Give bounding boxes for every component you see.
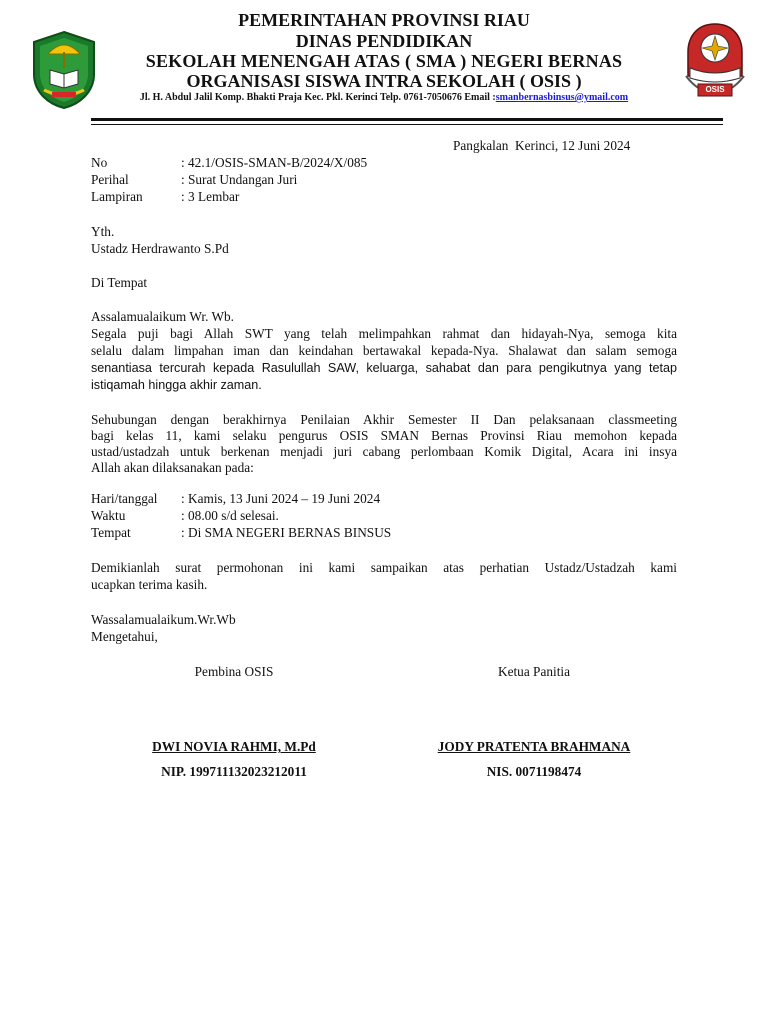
meta-subject [91, 172, 297, 188]
meta-subject-label: Perihal [91, 172, 129, 187]
opening-greeting: Assalamualaikum Wr. Wb. [91, 309, 234, 324]
letterhead-school: SEKOLAH MENENGAH ATAS ( SMA ) NEGERI BERNAS [145, 51, 623, 71]
letterhead-government: PEMERINTAHAN PROVINSI RIAU [238, 10, 530, 30]
paragraph-line: senantiasa tercurah kepada Rasulullah SAW, keluarga, sahabat dan para pengikutnya yang tetap [91, 361, 677, 375]
recipient-place: Di Tempat [91, 275, 148, 290]
paragraph-line: ucapkan terima kasih. [91, 576, 208, 592]
place-date: Pangkalan Kerinci, 12 Juni 2024 [453, 138, 631, 153]
email-link[interactable]: smanbernasbinsus@ymail.com [495, 92, 629, 103]
recipient-name: Ustadz Herdrawanto S.Pd [91, 241, 229, 256]
signatory-id-chair: NIS. 0071198474 [486, 764, 582, 779]
signatory-name-chair: JODY PRATENTA BRAHMANA [437, 739, 631, 754]
meta-attachment [91, 189, 239, 205]
event-date-label: Hari/tanggal [91, 491, 158, 506]
meta-number-label: No [91, 155, 108, 170]
signatory-id-advisor: NIP. 199711132023212011 [161, 764, 307, 779]
meta-attachment-value: : 3 Lembar [181, 189, 240, 204]
signatory-role-chair: Ketua Panitia [497, 664, 570, 679]
meta-number-value: : 42.1/OSIS-SMAN-B/2024/X/085 [181, 155, 368, 170]
event-venue-label: Tempat [91, 525, 131, 540]
event-date [91, 491, 380, 507]
paragraph-closing [91, 560, 677, 593]
osis-logo-label: OSIS [705, 85, 725, 94]
signatory-name-advisor: DWI NOVIA RAHMI, M.Pd [152, 739, 316, 754]
acknowledged-label: Mengetahui, [91, 629, 158, 644]
letterhead-address [0, 92, 768, 103]
meta-subject-value: : Surat Undangan Juri [181, 172, 298, 187]
event-time-value: : 08.00 s/d selesai. [181, 508, 279, 523]
meta-attachment-label: Lampiran [91, 189, 143, 204]
event-venue-value: : Di SMA NEGERI BERNAS BINSUS [181, 525, 392, 540]
event-date-value: : Kamis, 13 Juni 2024 – 19 Juni 2024 [181, 491, 381, 506]
recipient-salutation: Yth. [91, 224, 115, 239]
meta-number [91, 155, 367, 171]
letterhead-organization: ORGANISASI SISWA INTRA SEKOLAH ( OSIS ) [186, 71, 582, 91]
paragraph-line: selalu dalam limpahan iman dan keindahan bertawakal kepada-Nya. Shalawat dan salam semoga [91, 342, 677, 358]
paragraph-praise-cont [91, 360, 677, 393]
event-venue [91, 525, 391, 541]
letterhead-divider-thick [91, 118, 723, 121]
event-time-label: Waktu [91, 508, 126, 523]
address-text: Jl. H. Abdul Jalil Komp. Bhakti Praja Kec. Pkl. Kerinci Telp. 0761-7050676 Email : [139, 92, 496, 103]
paragraph-line: Allah akan dilaksanakan pada: [91, 460, 254, 475]
paragraph-line: Demikianlah surat permohonan ini kami sampaikan atas perhatian Ustadz/Ustadzah kami [91, 560, 677, 575]
paragraph-line: bagi kelas 11, kami selaku pengurus OSIS SMAN Bernas Provinsi Riau memohon kepada [91, 428, 677, 443]
paragraph-praise [91, 326, 677, 359]
event-time [91, 508, 279, 524]
paragraph-line: Segala puji bagi Allah SWT yang telah melimpahkan rahmat dan hidayah-Nya, semoga kita [91, 326, 677, 341]
closing-greeting: Wassalamualaikum.Wr.Wb [91, 612, 236, 627]
signatory-role-advisor: Pembina OSIS [194, 664, 274, 679]
paragraph-line: ustad/ustadzah untuk berkenan menjadi juri cabang perlombaan Komik Digital, Acara ini insya [91, 444, 677, 459]
letterhead-department: DINAS PENDIDIKAN [295, 31, 473, 51]
letterhead-divider-thin [91, 124, 723, 125]
paragraph-line: istiqamah hingga akhir zaman. [91, 377, 262, 392]
paragraph-line: Sehubungan dengan berakhirnya Penilaian Akhir Semester II Dan pelaksanaan classmeeting [91, 412, 677, 427]
paragraph-request [91, 412, 677, 476]
